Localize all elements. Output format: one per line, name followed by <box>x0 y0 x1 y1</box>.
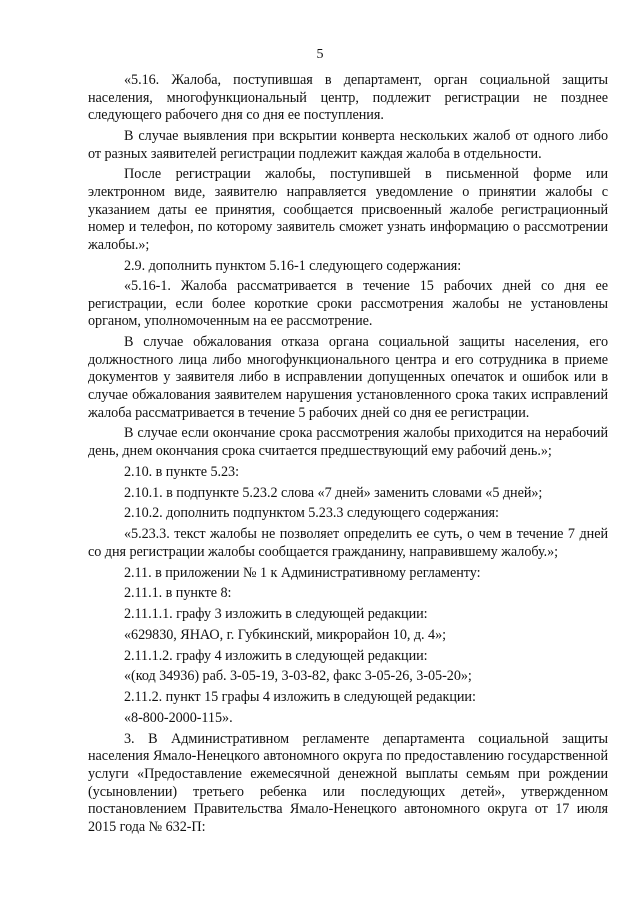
paragraph-5-16-1: «5.16-1. Жалоба рассматривается в течение 15 рабочих дней со дня ее регистрации, если более короткие сроки рассмотрения жалобы не установлены органом, уполномоченным на ее рассмотрение. <box>88 278 608 330</box>
paragraph-2-11-1: 2.11.1. в пункте 8: <box>124 585 232 602</box>
paragraph-address: «629830, ЯНАО, г. Губкинский, микрорайон 10, д. 4»; <box>124 626 447 643</box>
paragraph-registration-notice: После регистрации жалобы, поступившей в письменной форме или электронном виде, заявителю направляется уведомление о принятии жалобы с указанием даты ее принятия, сообщается присвоенный жалобе регистрационный номер и телефон, по которому заявитель сможет узнать информацию о рассмотрении жалобы.»; <box>88 166 608 253</box>
document-body <box>88 72 608 840</box>
paragraph-3: 3. В Административном регламенте департамента социальной защиты населения Ямало-Ненецкого автономного округа по предоставлению государственной услуги «Предоставление ежемесячной денежной выплаты семьям при рождении (усыновлении) третьего ребенка или последующих детей», утвержденном постановлением Правительства Ямало-Ненецкого автономного округа от 17 июля 2015 года № 632-П: <box>88 730 608 835</box>
paragraph-2-9: 2.9. дополнить пунктом 5.16-1 следующего содержания: <box>124 257 462 274</box>
paragraph-nonworking-day: В случае если окончание срока рассмотрения жалобы приходится на нерабочий день, днем окончания срока считается предшествующий ему рабочий день.»; <box>88 425 608 459</box>
paragraph-5-16: «5.16. Жалоба, поступившая в департамент, орган социальной защиты населения, многофункциональный центр, подлежит регистрации не позднее следующего рабочего дня со дня ее поступления. <box>88 72 608 124</box>
paragraph-hotline: «8-800-2000-115». <box>124 709 233 726</box>
paragraph-2-10-2: 2.10.2. дополнить подпунктом 5.23.3 следующего содержания: <box>124 505 499 522</box>
paragraph-phone-codes: «(код 34936) раб. 3-05-19, 3-03-82, факс 3-05-26, 3-05-20»; <box>124 668 472 685</box>
paragraph-2-11-1-2: 2.11.1.2. графу 4 изложить в следующей редакции: <box>124 647 428 664</box>
paragraph-2-11: 2.11. в приложении № 1 к Административному регламенту: <box>124 564 481 581</box>
paragraph-2-11-2: 2.11.2. пункт 15 графы 4 изложить в следующей редакции: <box>124 689 476 706</box>
paragraph-multiple-complaints: В случае выявления при вскрытии конверта нескольких жалоб от одного либо от разных заявителей регистрации подлежит каждая жалоба в отдельности. <box>88 127 608 162</box>
paragraph-2-11-1-1: 2.11.1.1. графу 3 изложить в следующей редакции: <box>124 606 428 623</box>
page-number: 5 <box>316 47 324 62</box>
paragraph-2-10-1: 2.10.1. в подпункте 5.23.2 слова «7 дней» заменить словами «5 дней»; <box>124 484 543 501</box>
paragraph-appeal-refusal: В случае обжалования отказа органа социальной защиты населения, его должностного лица либо многофункционального центра и его сотрудника в приеме документов у заявителя либо в исправлении допущенных опечаток и ошибок или в случае обжалования заявителем нарушения установленного срока таких исправлений жалоба рассматривается в течение 5 рабочих дней со дня ее регистрации. <box>88 334 608 421</box>
paragraph-2-10: 2.10. в пункте 5.23: <box>124 463 239 480</box>
paragraph-5-23-3: «5.23.3. текст жалобы не позволяет определить ее суть, о чем в течение 7 дней со дня регистрации жалобы сообщается гражданину, направившему жалобу.»; <box>88 526 608 560</box>
